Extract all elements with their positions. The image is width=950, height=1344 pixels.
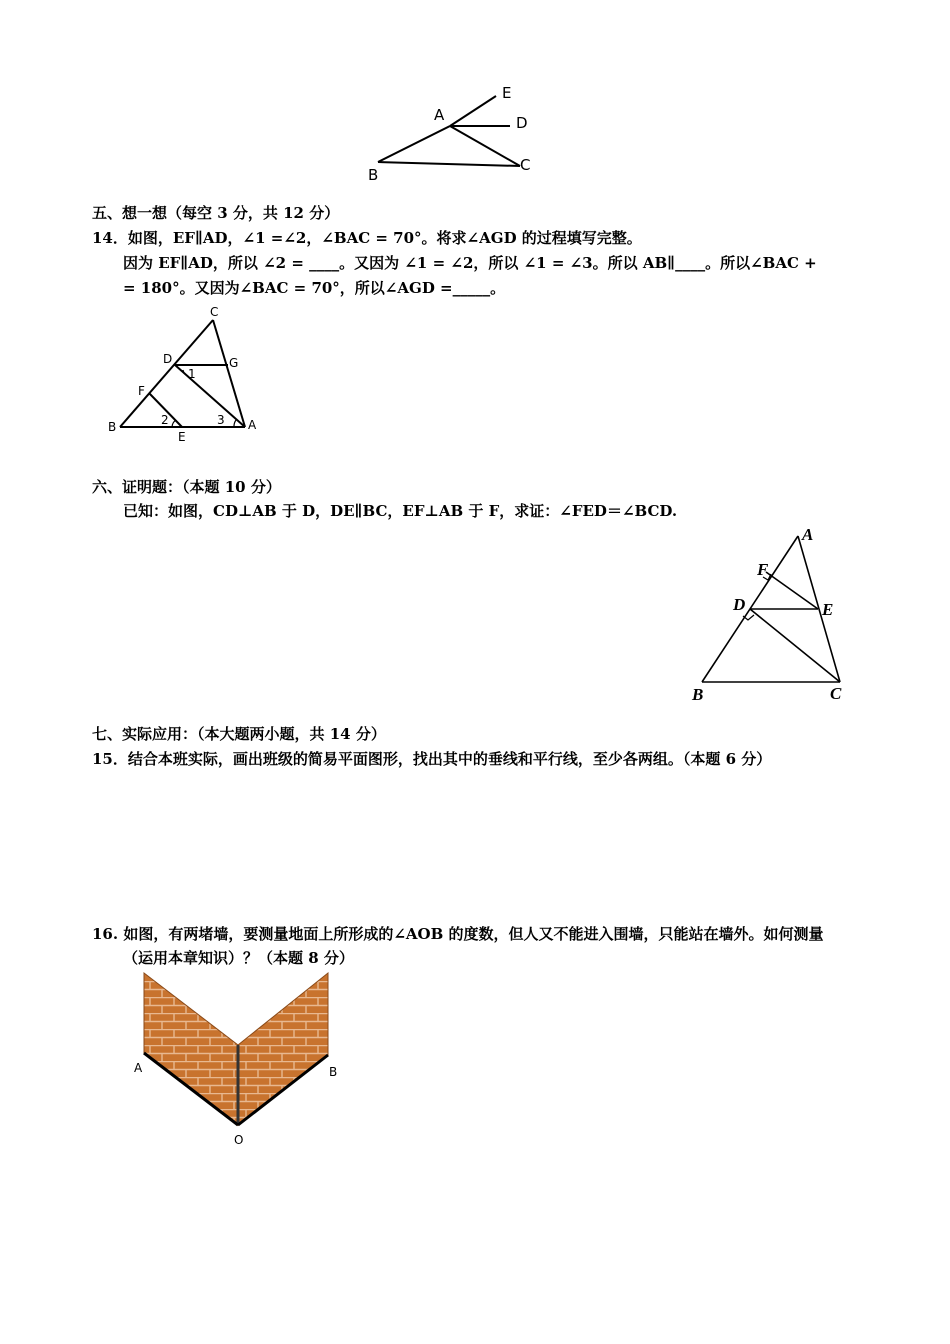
label-angle-2: 2 bbox=[161, 413, 169, 427]
label-e: E bbox=[822, 600, 834, 619]
question-16-line1: 16. 如图，有两堵墙，要测量地面上所形成的∠AOB 的度数，但人又不能进入围墙，只能站在墙外。如何测量 bbox=[92, 925, 824, 943]
question-14-line2: 因为 EF∥AD，所以 ∠2 = ____。又因为 ∠1 = ∠2，所以 ∠1 = ∠3。所以 AB∥____。所以∠BAC + bbox=[123, 254, 817, 272]
figure-4 bbox=[120, 965, 360, 1155]
section-6-heading: 六、证明题：（本题 10 分） bbox=[92, 478, 281, 496]
label-a: A bbox=[134, 1061, 143, 1075]
question-16-line2: （运用本章知识）？（本题 8 分） bbox=[123, 949, 354, 967]
label-a: A bbox=[434, 106, 445, 124]
label-a: A bbox=[802, 525, 814, 544]
label-d: D bbox=[516, 114, 528, 132]
label-g: G bbox=[229, 356, 239, 370]
label-angle-1: 1 bbox=[188, 367, 196, 381]
section-5-heading: 五、想一想（每空 3 分，共 12 分） bbox=[92, 204, 340, 222]
figure-2 bbox=[100, 300, 270, 450]
label-b: B bbox=[108, 420, 117, 434]
label-e: E bbox=[178, 430, 186, 444]
label-c: C bbox=[520, 156, 531, 174]
brick-walls bbox=[120, 965, 360, 1155]
label-o: O bbox=[234, 1133, 244, 1147]
figure-1 bbox=[360, 80, 540, 190]
label-c: C bbox=[830, 684, 842, 703]
question-14-line1: 14．如图，EF∥AD，∠1 =∠2，∠BAC = 70°。将求∠AGD 的过程填写完整。 bbox=[92, 229, 642, 247]
label-d: D bbox=[733, 595, 746, 614]
figure-2-lines bbox=[100, 300, 270, 450]
label-b: B bbox=[368, 166, 379, 184]
label-b: B bbox=[329, 1065, 338, 1079]
section-7-heading: 七、实际应用：（本大题两小题，共 14 分） bbox=[92, 725, 386, 743]
label-c: C bbox=[210, 305, 219, 319]
figure-3 bbox=[680, 520, 860, 710]
label-f: F bbox=[757, 560, 769, 579]
label-f: F bbox=[138, 384, 145, 398]
figure-1-lines bbox=[360, 80, 540, 190]
section-6-given: 已知：如图，CD⊥AB 于 D，DE∥BC，EF⊥AB 于 F，求证：∠FED＝∠BCD. bbox=[123, 502, 678, 520]
label-b: B bbox=[692, 685, 704, 704]
question-15: 15．结合本班实际，画出班级的简易平面图形，找出其中的垂线和平行线，至少各两组。（本题 6 分） bbox=[92, 750, 772, 768]
label-a: A bbox=[248, 418, 257, 432]
question-14-line3: = 180°。又因为∠BAC = 70°，所以∠AGD =_____。 bbox=[123, 279, 506, 297]
label-d: D bbox=[163, 352, 173, 366]
label-angle-3: 3 bbox=[217, 413, 225, 427]
label-e: E bbox=[502, 84, 512, 102]
